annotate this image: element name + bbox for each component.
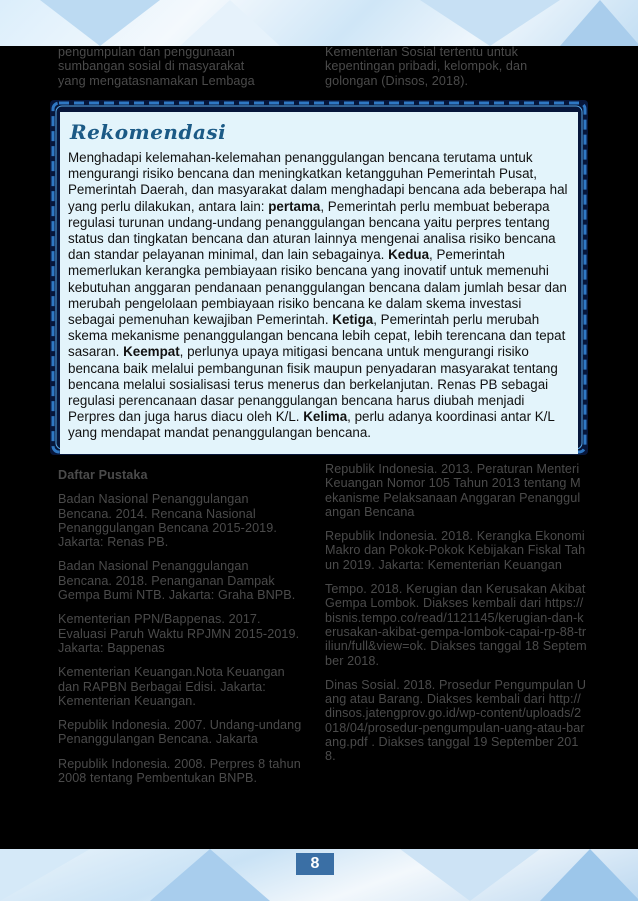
top-right-snippet — [325, 45, 585, 88]
references-heading: Daftar Pustaka — [58, 468, 148, 482]
reference-item: Badan Nasional Penanggulangan Bencana. 2018. Penanganan Dampak Gempa Bumi NTB. Jakarta: Graha BNPB. — [58, 559, 296, 603]
snippet-line: kepentingan pribadi, kelompok, dan — [325, 59, 528, 74]
rec-keyword: Kelima — [303, 409, 348, 425]
recommendation-box — [60, 112, 578, 454]
rec-text: , Pemerintah perlu membuat beberapa regulasi turunan undang-undang penanggulangan bencana yaitu perpres tentang status dan tingkatan bencana dan aturan lainnya mengenai analisa risiko bencana dan standar pelayanan minimal, dan lain sebagainya. — [68, 198, 556, 263]
rec-text: , perlu adanya koordinasi antar K/L yang mendapat mandat penanggulangan bencana. — [68, 409, 555, 441]
references-right — [325, 462, 587, 774]
reference-item: Tempo. 2018. Kerugian dan Kerusakan Akibat Gempa Lombok. Diakses kembali dari https://bisnis.tempo.co/read/1121145/kerugian-dan-kerusakan-akibat-gempa-lombok-capai-rp-88-triliun/full&view=ok. Diakses tanggal 18 September 2018. — [325, 582, 587, 668]
rec-keyword: Keempat — [123, 344, 180, 360]
reference-item: Kementerian PPN/Bappenas. 2017. Evaluasi Paruh Waktu RPJMN 2015-2019. Jakarta: Bappenas — [58, 612, 300, 655]
page-number: 8 — [296, 853, 334, 875]
snippet-line: golongan (Dinsos, 2018). — [325, 73, 469, 88]
snippet-line: pengumpulan dan penggunaan — [58, 45, 235, 59]
header-decoration — [0, 0, 638, 46]
rec-text: , Pemerintah perlu merubah skema mekanisme penanggulangan bencana lebih cepat, lebih terencana dan tepat sasaran. — [68, 312, 566, 360]
rec-keyword: pertama — [268, 198, 321, 214]
reference-item: Republik Indonesia. 2013. Peraturan Menteri Keuangan Nomor 105 Tahun 2013 tentang Mekanisme Pelaksanaan Anggaran Penanggulangan Bencana — [325, 462, 581, 519]
snippet-line: Kementerian Sosial tertentu untuk — [325, 45, 519, 59]
reference-item: Dinas Sosial. 2018. Prosedur Pengumpulan Uang atau Barang. Diakses kembali dari http://dinsos.jatengprov.go.id/wp-content/uploads/2018/04/prosedur-pengumpulan-uang-atau-barang.pdf . Diakses tanggal 19 September 2018. — [325, 677, 587, 764]
reference-item: Republik Indonesia. 2008. Perpres 8 tahun 2008 tentang Pembentukan BNPB. — [58, 756, 301, 786]
reference-item: Badan Nasional Penanggulangan Bencana. 2014. Rencana Nasional Penanggulangan Bencana 2015-2019. Jakarta: Renas PB. — [58, 492, 277, 550]
reference-item: Republik Indonesia. 2018. Kerangka Ekonomi Makro dan Pokok-Pokok Kebijakan Fiskal Tahun 2019. Jakarta: Kementerian Keuangan — [325, 529, 586, 572]
snippet-line: yang mengatasnamakan Lembaga — [58, 73, 255, 88]
rec-text: , Pemerintah memerlukan kerangka pembiayaan risiko bencana yang inovatif untuk memenuhi kebutuhan anggaran pendanaan penanggulangan bencana dalam jumlah besar dan merubah pengelolaan pembiayaan risiko bencana ke dalam skema investasi sebagai pemenuhan kewajiban Pemerintah. — [68, 247, 567, 328]
rec-text: Menghadapi kelemahan-kelemahan penanggulangan bencana terutama untuk mengurangi risiko bencana dan meningkatkan ketangguhan Pemerintah Pusat, Pemerintah Daerah, dan masyarakat dalam menghadapi bencana ada beberapa hal yang perlu dilakukan, antara lain: — [68, 150, 568, 214]
rec-text: , perlunya upaya mitigasi bencana untuk mengurangi risiko bencana baik melalui pembangunan fisik maupun penyadaran masyarakat tentang bencana melalui sosialisasi terus menerus dan berkelanjutan. Renas PB sebagai regulasi perencanaan dasar penanggulangan bencana harus diubah menjadi Perpres dan juga harus diacu oleh K/L. — [68, 344, 558, 425]
top-left-snippet — [58, 45, 308, 88]
rec-keyword: Ketiga — [332, 312, 374, 328]
reference-item: Republik Indonesia. 2007. Undang-undang Penanggulangan Bencana. Jakarta — [58, 718, 302, 747]
reference-item: Kementerian Keuangan.Nota Keuangan dan RAPBN Berbagai Edisi. Jakarta: Kementerian Keuangan. — [58, 665, 285, 708]
rec-keyword: Kedua — [388, 247, 430, 263]
recommendation-text — [68, 150, 568, 442]
recommendation-title: Rekomendasi — [70, 120, 227, 144]
snippet-line: sumbangan sosial di masyarakat — [58, 59, 245, 74]
references-left — [58, 468, 303, 795]
